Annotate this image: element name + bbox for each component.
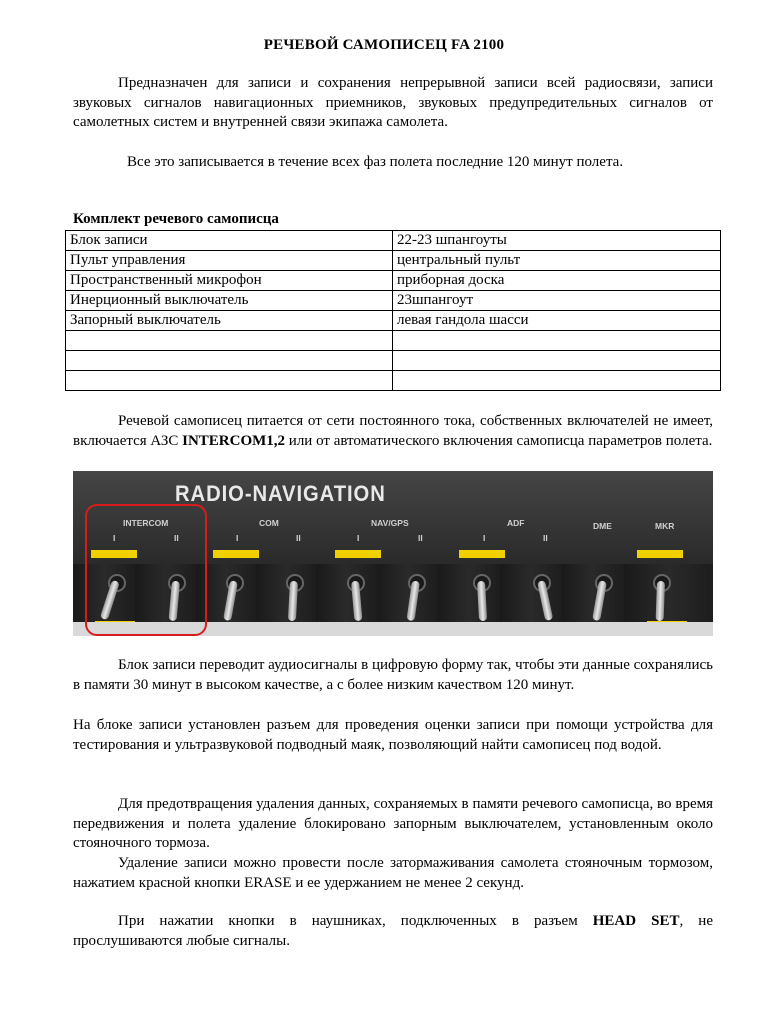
kit-location-cell: 23шпангоут — [393, 291, 721, 311]
yellow-marker — [213, 550, 259, 558]
protect-paragraph-1: Для предотвращения удаления данных, сохраняемых в памяти речевого самописца, во время передвижения и полета удаление блокировано запорным выключателем, установленным около стояночного тормоза. — [73, 796, 713, 851]
kit-location-cell — [393, 371, 721, 391]
kit-item-cell — [66, 351, 393, 371]
power-text-a: Речевой самописец питается от сети постоянного тока, собственных включателей не имеет, включается АЗС — [73, 413, 713, 449]
kit-location-cell: левая гандола шасси — [393, 311, 721, 331]
label-mkr: MKR — [655, 521, 675, 531]
switch-cell — [438, 564, 501, 622]
sub-label-com-1: I — [236, 533, 239, 543]
power-paragraph — [73, 412, 713, 451]
kit-location-cell — [393, 351, 721, 371]
switch-cell — [316, 564, 378, 622]
record-paragraph-1: Блок записи переводит аудиосигналы в цифровую форму так, чтобы эти данные сохранялись в памяти 30 минут в высоком качестве, а с более низким качеством 120 минут. — [73, 657, 714, 693]
sub-label-adf-1: I — [483, 533, 486, 543]
kit-location-cell — [393, 331, 721, 351]
switch-cell — [256, 564, 317, 622]
kit-item-cell: Пульт управления — [66, 251, 393, 271]
headset-text-c: , не прослушиваются любые сигналы. — [73, 913, 713, 949]
table-row — [66, 231, 721, 251]
table-row — [66, 351, 721, 371]
sub-label-intercom-2: II — [174, 533, 179, 543]
switch-cell — [500, 564, 563, 622]
kit-location-cell: 22-23 шпангоуты — [393, 231, 721, 251]
yellow-marker — [335, 550, 381, 558]
headset-term: HEAD SET — [592, 913, 680, 929]
kit-item-cell: Пространственный микрофон — [66, 271, 393, 291]
label-nav-gps: NAV/GPS — [371, 518, 409, 528]
record-paragraph-2: На блоке записи установлен разъем для проведения оценки записи при помощи устройства для тестирования и ультразвуковой подводный маяк, позволяющий найти самописец под водой. — [73, 717, 713, 753]
intercom-term: INTERCOM1,2 — [182, 432, 286, 449]
kit-location-cell: приборная доска — [393, 271, 721, 291]
radio-navigation-panel-photo — [73, 471, 713, 636]
label-intercom: INTERCOM — [123, 518, 169, 528]
kit-item-cell — [66, 371, 393, 391]
label-adf: ADF — [507, 518, 525, 528]
document-title: РЕЧЕВОЙ САМОПИСЕЦ FA 2100 — [263, 37, 505, 53]
headset-paragraph — [73, 912, 713, 951]
kit-item-cell — [66, 331, 393, 351]
table-row — [66, 331, 721, 351]
toggle-lever — [656, 581, 665, 621]
intercom-highlight-frame — [85, 504, 207, 636]
table-row — [66, 291, 721, 311]
kit-item-cell: Блок записи — [66, 231, 393, 251]
sub-label-com-2: II — [296, 533, 301, 543]
table-row — [66, 251, 721, 271]
label-dme: DME — [593, 521, 612, 531]
yellow-marker — [459, 550, 505, 558]
intro-paragraph-2: Все это записывается в течение всех фаз полета последние 120 минут полета. — [127, 154, 624, 170]
sub-label-intercom-1: I — [113, 533, 116, 543]
kit-item-cell: Инерционный выключатель — [66, 291, 393, 311]
sub-label-nav-2: II — [418, 533, 423, 543]
power-text-c: или от автоматического включения самописца параметров полета. — [285, 432, 713, 449]
kit-location-cell: центральный пульт — [393, 251, 721, 271]
table-row — [66, 371, 721, 391]
sub-label-nav-1: I — [357, 533, 360, 543]
sub-label-adf-2: II — [543, 533, 548, 543]
label-com: COM — [259, 518, 279, 528]
kit-heading: Комплект речевого самописца — [73, 211, 279, 227]
table-row — [66, 311, 721, 331]
kit-item-cell: Запорный выключатель — [66, 311, 393, 331]
switch-cell — [624, 564, 713, 622]
yellow-marker — [637, 550, 683, 558]
panel-title: RADIO-NAVIGATION — [175, 481, 386, 506]
headset-text-a: При нажатии кнопки в наушниках, подключенных в разъем — [118, 913, 593, 929]
kit-table — [65, 230, 721, 391]
table-row — [66, 271, 721, 291]
protect-paragraph-2: Удаление записи можно провести после затормаживания самолета стояночным тормозом, нажатием красной кнопки ERASE и ее удержанием не менее 2 секунд. — [73, 855, 713, 891]
intro-paragraph-1: Предназначен для записи и сохранения непрерывной записи всей радиосвязи, записи звуковых сигналов навигационных приемников, звуковых предупредительных сигналов от самолетных систем и внутренней связи экипажа самолета. — [73, 75, 713, 130]
